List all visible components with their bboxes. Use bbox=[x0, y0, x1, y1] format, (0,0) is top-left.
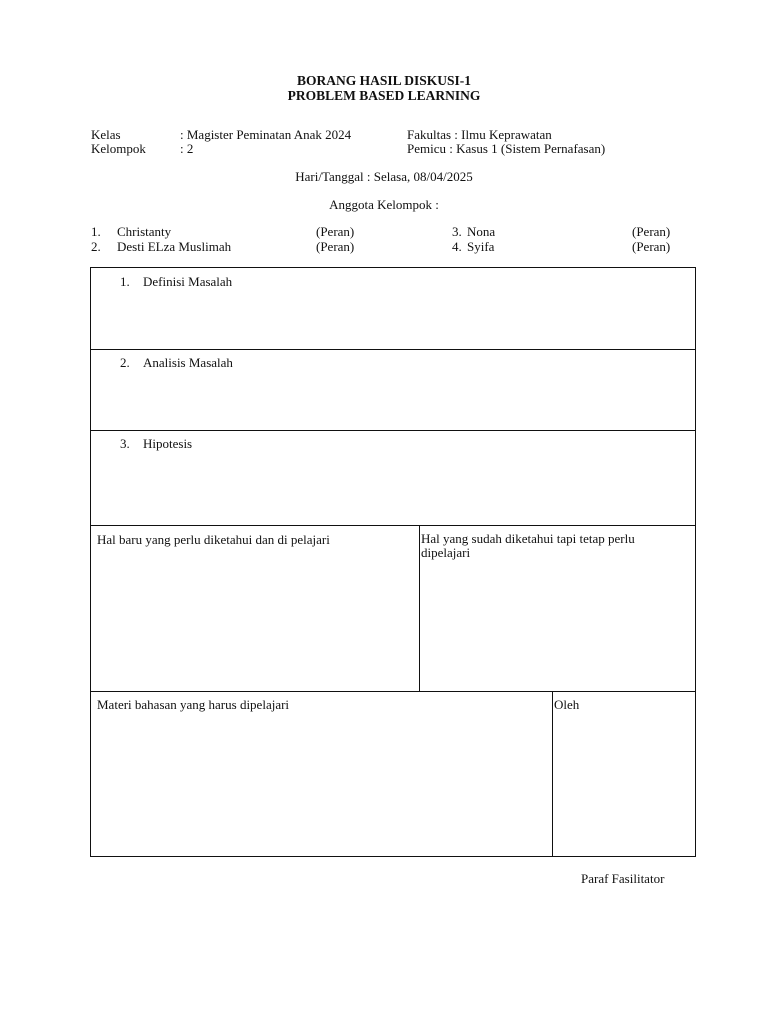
member-1-name: Christanty bbox=[117, 224, 172, 239]
definisi-masalah-label: Definisi Masalah bbox=[143, 274, 233, 289]
materi-bahasan-label: Materi bahasan yang harus dipelajari bbox=[97, 697, 290, 712]
kelompok-label: Kelompok bbox=[91, 141, 146, 156]
hal-sudah-box[interactable] bbox=[419, 525, 696, 692]
member-4-role: (Peran) bbox=[632, 239, 671, 254]
member-2-number: 2. bbox=[91, 239, 101, 254]
definisi-masalah-box[interactable] bbox=[90, 267, 696, 350]
member-3-role: (Peran) bbox=[632, 224, 671, 239]
kelas-label: Kelas bbox=[91, 127, 121, 142]
member-3-name: Nona bbox=[467, 224, 496, 239]
oleh-label: Oleh bbox=[554, 697, 580, 712]
fakultas-text: Fakultas : Ilmu Keprawatan bbox=[407, 127, 552, 142]
member-4-number: 4. bbox=[452, 239, 462, 254]
hipotesis-label: Hipotesis bbox=[143, 436, 193, 451]
hipotesis-number: 3. bbox=[120, 436, 130, 451]
analisis-masalah-number: 2. bbox=[120, 355, 130, 370]
analisis-masalah-box[interactable] bbox=[90, 349, 696, 431]
member-2-name: Desti ELza Muslimah bbox=[117, 239, 232, 254]
member-3-number: 3. bbox=[452, 224, 462, 239]
member-1-role: (Peran) bbox=[316, 224, 355, 239]
member-2-role: (Peran) bbox=[316, 239, 355, 254]
oleh-box[interactable] bbox=[552, 691, 696, 857]
date-line: Hari/Tanggal : Selasa, 08/04/2025 bbox=[295, 169, 473, 184]
hal-baru-label: Hal baru yang perlu diketahui dan di pelajari bbox=[97, 532, 330, 547]
analisis-masalah-label: Analisis Masalah bbox=[143, 355, 233, 370]
materi-bahasan-box[interactable] bbox=[90, 691, 553, 857]
members-heading: Anggota Kelompok : bbox=[329, 197, 439, 212]
hal-sudah-label: Hal yang sudah diketahui tapi tetap perlu dipelajari bbox=[421, 531, 635, 560]
pemicu-text: Pemicu : Kasus 1 (Sistem Pernafasan) bbox=[407, 141, 606, 156]
definisi-masalah-number: 1. bbox=[120, 274, 130, 289]
member-1-number: 1. bbox=[91, 224, 101, 239]
hipotesis-box[interactable] bbox=[90, 430, 696, 526]
form-title-line1: BORANG HASIL DISKUSI-1 bbox=[296, 73, 472, 88]
form-title-line2: PROBLEM BASED LEARNING bbox=[287, 88, 481, 103]
paraf-fasilitator: Paraf Fasilitator bbox=[581, 871, 665, 886]
hal-baru-box[interactable] bbox=[90, 525, 420, 692]
kelas-value: : Magister Peminatan Anak 2024 bbox=[180, 127, 352, 142]
member-4-name: Syifa bbox=[467, 239, 495, 254]
kelompok-value: : 2 bbox=[180, 141, 194, 156]
